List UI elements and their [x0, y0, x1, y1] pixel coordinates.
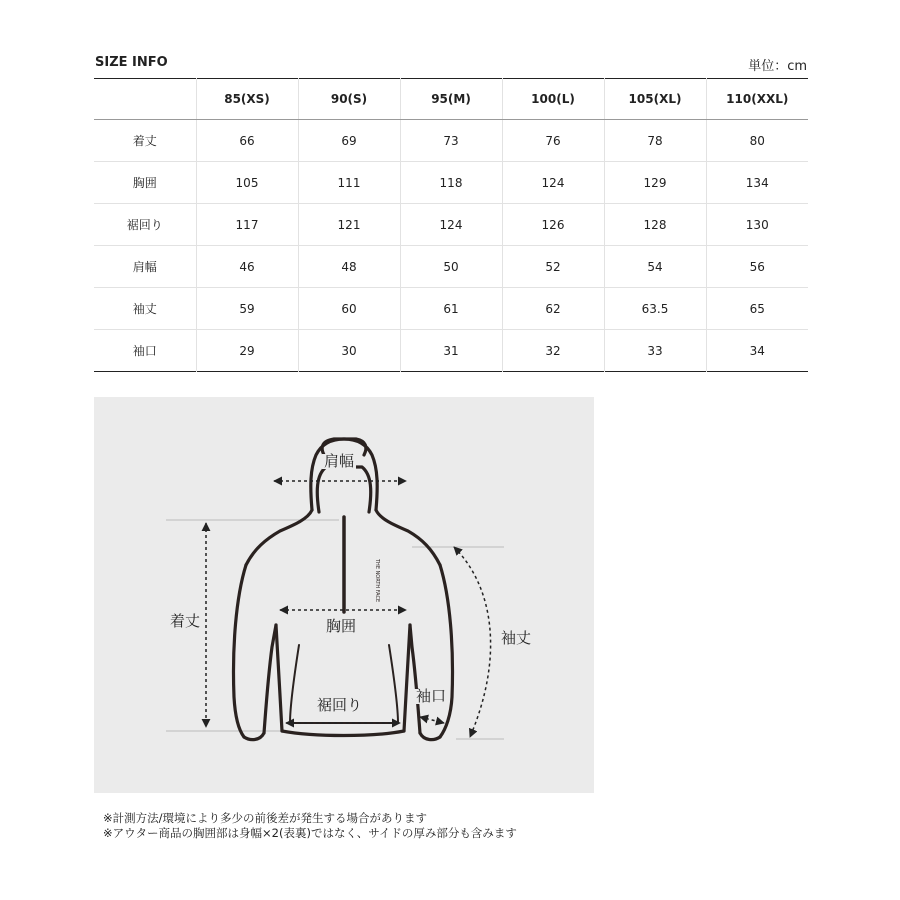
table-row	[94, 246, 808, 288]
table-cell: 46	[196, 246, 298, 288]
table-cell: 124	[502, 162, 604, 204]
table-header-row	[94, 79, 808, 120]
table-cell: 80	[706, 120, 808, 162]
footnotes	[103, 811, 517, 841]
table-cell: 111	[298, 162, 400, 204]
shoulder-label: 肩幅	[324, 452, 355, 470]
table-cell: 134	[706, 162, 808, 204]
row-label: 袖口	[132, 344, 157, 358]
table-row	[94, 288, 808, 330]
row-label: 袖丈	[94, 288, 196, 330]
column-header: 100(L)	[502, 79, 604, 120]
table-row	[94, 162, 808, 204]
table-cell: 128	[604, 204, 706, 246]
row-label: 着丈	[94, 120, 196, 162]
table-cell: 69	[298, 120, 400, 162]
cuff-label: 袖口	[416, 687, 447, 705]
table-cell: 76	[502, 120, 604, 162]
table-cell: 124	[400, 204, 502, 246]
table-cell: 31	[400, 330, 502, 372]
table-cell: 29	[196, 330, 298, 372]
size-info-header	[95, 55, 807, 77]
table-cell: 30	[298, 330, 400, 372]
table-row	[94, 330, 808, 372]
row-label: 裾回り	[94, 204, 196, 246]
sleeve-length-label: 袖丈	[501, 629, 532, 647]
table-cell: 117	[196, 204, 298, 246]
sleeve-length-arrow	[454, 547, 491, 737]
length-label: 着丈	[170, 612, 201, 630]
footnote: ※計測方法/環境により多少の前後差が発生する場合があります	[103, 811, 428, 825]
table-cell: 32	[502, 330, 604, 372]
logo-mark: THE NORTH FACE	[374, 559, 380, 603]
table-row	[94, 120, 808, 162]
table-cell: 52	[502, 246, 604, 288]
table-cell: 48	[298, 246, 400, 288]
table-cell: 66	[196, 120, 298, 162]
table-cell: 105	[196, 162, 298, 204]
table-cell: 50	[400, 246, 502, 288]
table-cell: 73	[400, 120, 502, 162]
table-cell: 130	[706, 204, 808, 246]
hem-label: 裾回り	[317, 696, 363, 714]
column-header: 90(S)	[298, 79, 400, 120]
chest-label: 胸囲	[326, 617, 357, 635]
table-cell: 118	[400, 162, 502, 204]
table-cell: 65	[706, 288, 808, 330]
table-cell: 78	[604, 120, 706, 162]
unit-label: 単位：cm	[748, 59, 807, 74]
row-label: 肩幅	[94, 246, 196, 288]
column-header	[94, 79, 196, 120]
table-cell: 62	[502, 288, 604, 330]
table-cell: 54	[604, 246, 706, 288]
section-title: SIZE INFO	[95, 55, 168, 70]
measurement-diagram	[94, 397, 594, 793]
table-cell: 56	[706, 246, 808, 288]
row-label: 胸囲	[94, 162, 196, 204]
table-cell: 34	[706, 330, 808, 372]
table-cell: 129	[604, 162, 706, 204]
column-header: 85(XS)	[196, 79, 298, 120]
column-header: 95(M)	[400, 79, 502, 120]
table-row	[94, 204, 808, 246]
footnote: ※アウター商品の胸囲部は身幅×2(表裏)ではなく、サイドの厚み部分も含みます	[103, 826, 517, 840]
table-cell: 59	[196, 288, 298, 330]
column-header: 110(XXL)	[706, 79, 808, 120]
cuff-arrow	[420, 717, 444, 723]
size-table	[94, 78, 808, 372]
table-cell: 61	[400, 288, 502, 330]
table-cell: 126	[502, 204, 604, 246]
column-header: 105(XL)	[604, 79, 706, 120]
table-cell: 121	[298, 204, 400, 246]
table-cell: 33	[604, 330, 706, 372]
table-cell: 63.5	[604, 288, 706, 330]
table-cell: 60	[298, 288, 400, 330]
